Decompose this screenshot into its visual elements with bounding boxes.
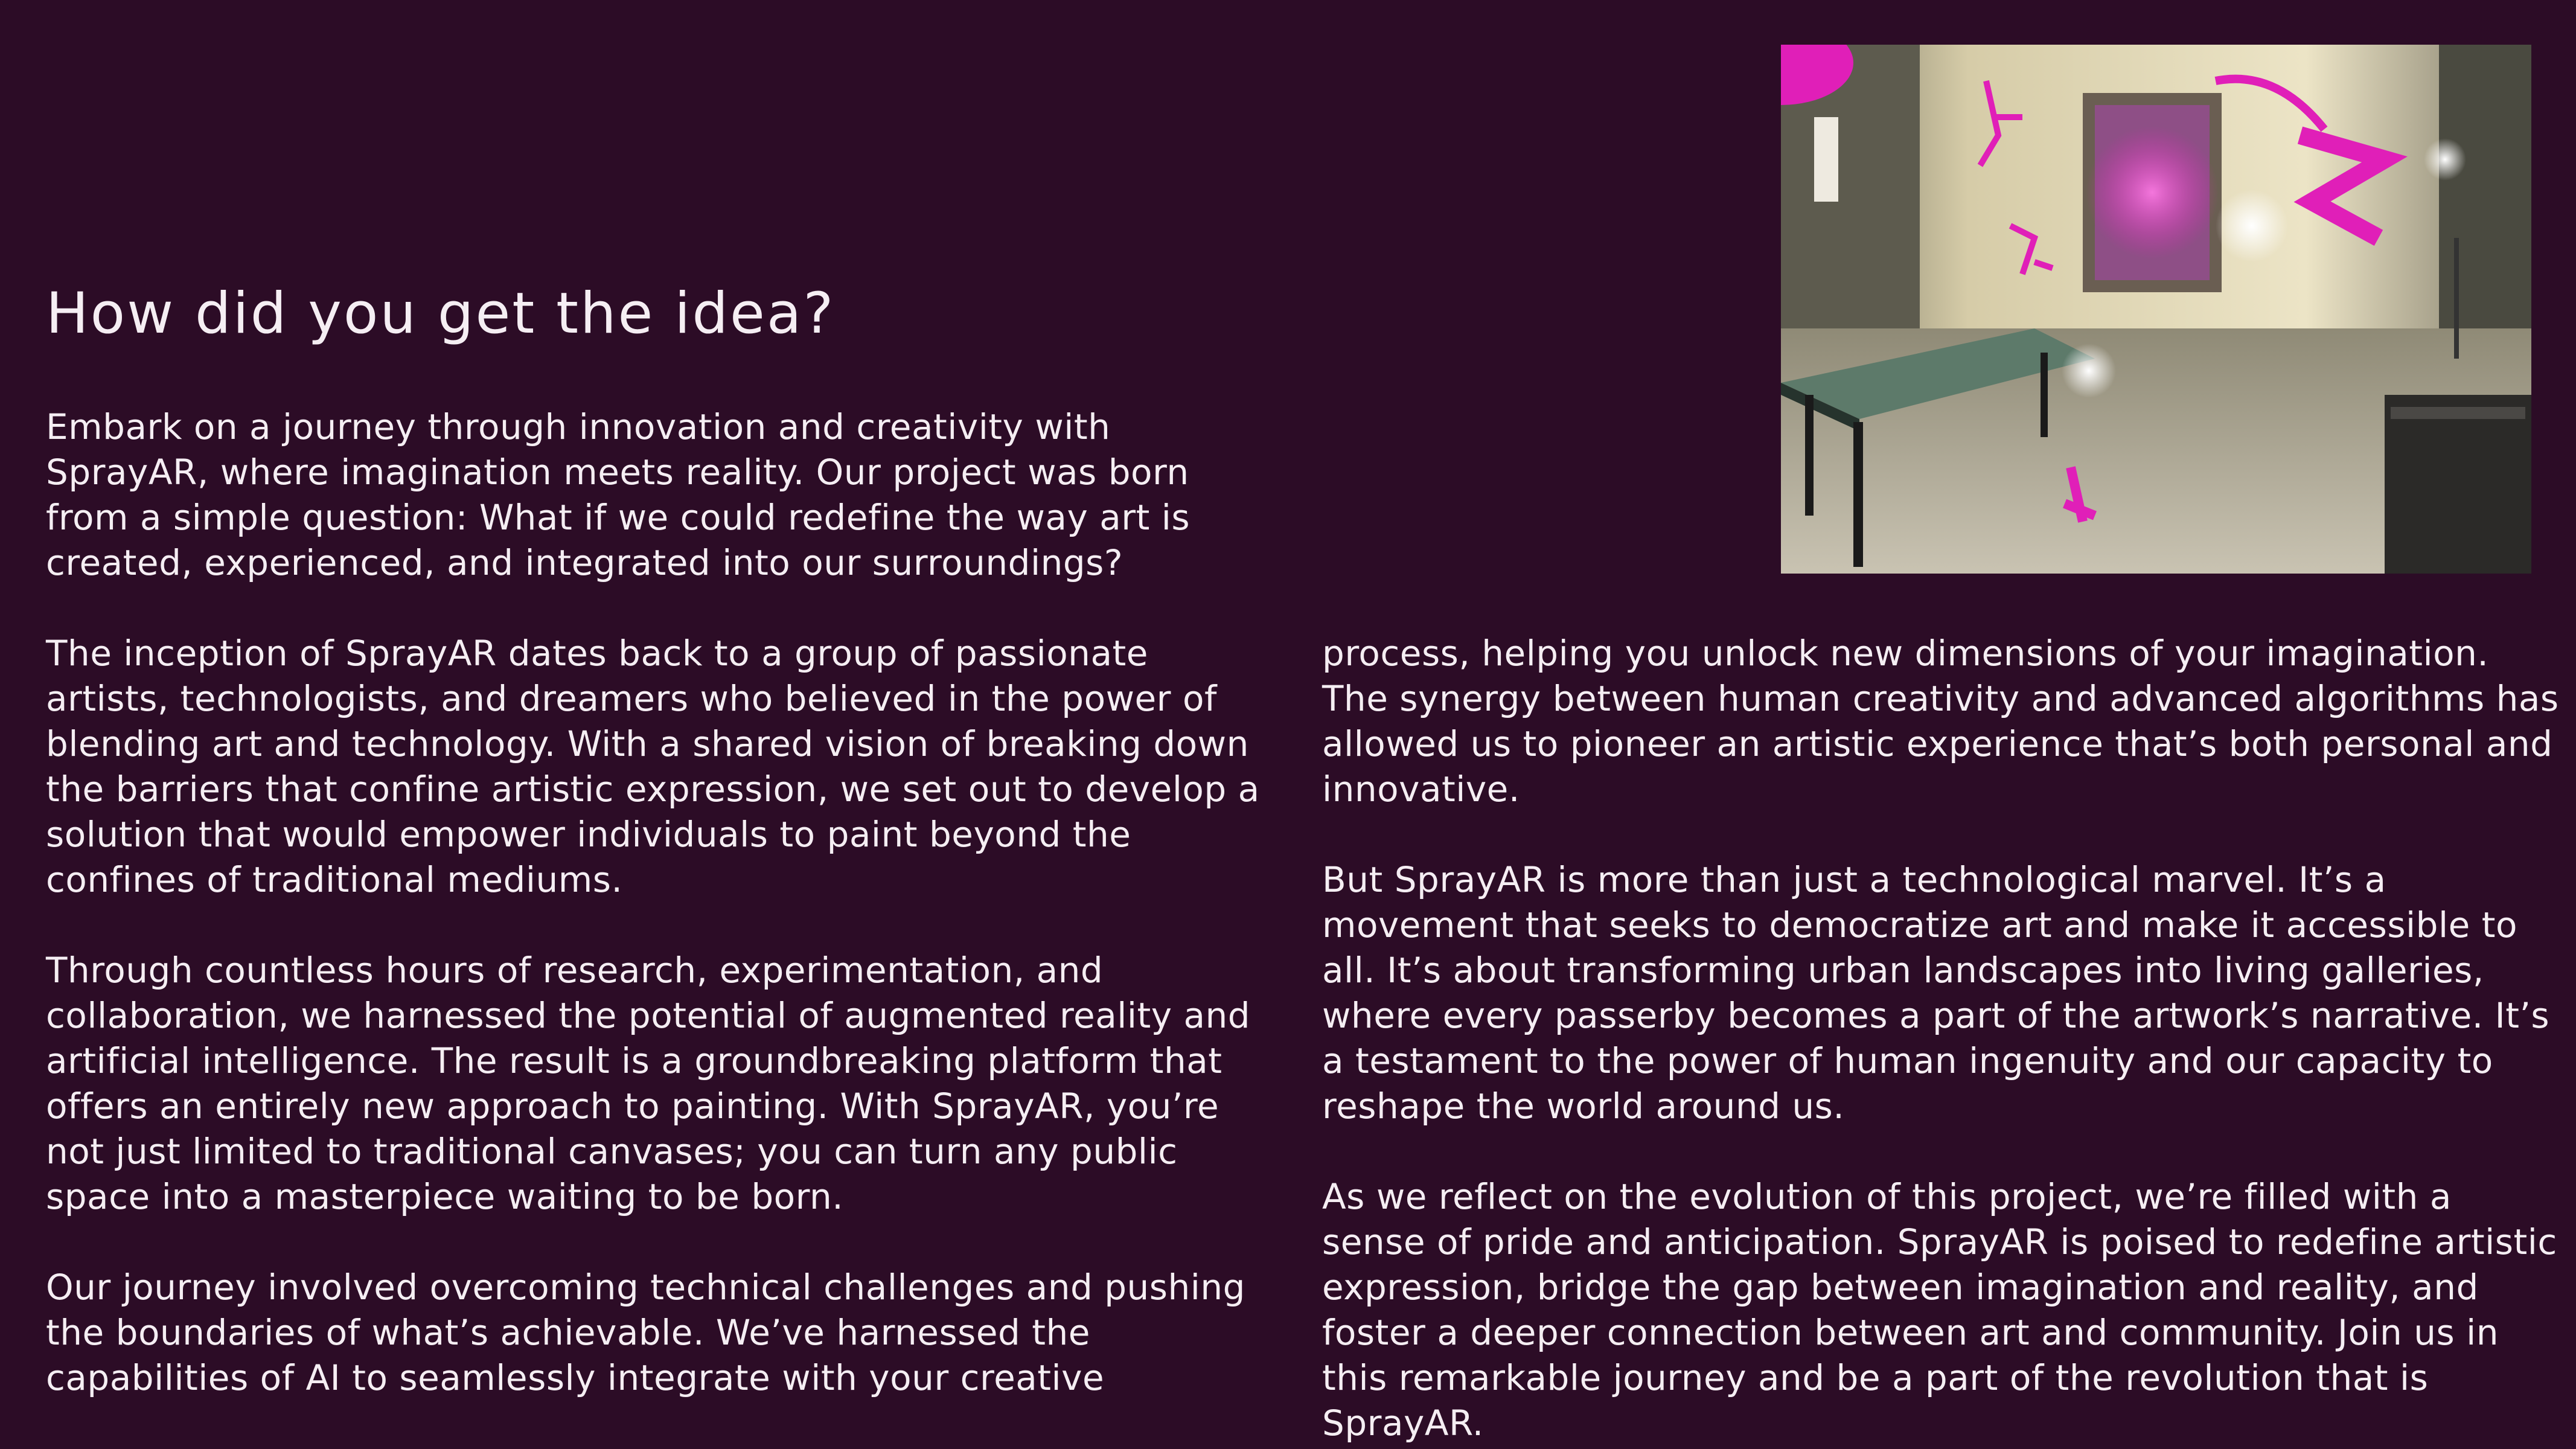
text-column-left bbox=[46, 405, 1277, 1401]
paragraph: Embark on a journey through innovation and creativity with SprayAR, where imagination meets reality. Our project was born from a simple question: What if we could redefine the way art is created, experienced, and integrated into our surroundings? bbox=[46, 406, 1191, 583]
photo-icon bbox=[1781, 45, 2531, 574]
paragraph: But SprayAR is more than just a technological marvel. It’s a movement that seeks to democratize art and make it accessible to all. It’s about transforming urban landscapes into living galleries, where every passerby becomes a part of the artwork’s narrative. It’s a testament to the power of human ingenuity and our capacity to reshape the world around us. bbox=[1322, 859, 2550, 1127]
paragraph: Our journey involved overcoming technical challenges and pushing the boundaries of what’s achievable. We’ve harnessed the capabilities of AI to seamlessly integrate with your creative bbox=[46, 1267, 1245, 1398]
paragraph: process, helping you unlock new dimensions of your imagination. The synergy between human creativity and advanced algorithms has allowed us to pioneer an artistic experience that’s both personal and innovative. bbox=[1322, 633, 2559, 810]
ar-spray-painting-photo bbox=[1781, 45, 2531, 574]
text-column-right bbox=[1322, 631, 2566, 1446]
paragraph: As we reflect on the evolution of this project, we’re filled with a sense of pride and anticipation. SprayAR is poised to redefine artistic expression, bridge the gap between imagination and reality, and foster a deeper connection between art and community. Join us in this remarkable journey and be a part of the revolution that is SprayAR. bbox=[1322, 1176, 2557, 1444]
paragraph: The inception of SprayAR dates back to a group of passionate artists, technologists, and dreamers who believed in the power of blending art and technology. With a shared vision of breaking down the barriers that confine artistic expression, we set out to develop a solution that would empower individuals to paint beyond the confines of traditional mediums. bbox=[46, 633, 1260, 900]
page-title: How did you get the idea? bbox=[46, 281, 836, 347]
paragraph: Through countless hours of research, experimentation, and collaboration, we harnessed the potential of augmented reality and artificial intelligence. The result is a groundbreaking platform that offers an entirely new approach to painting. With SprayAR, you’re not just limited to traditional canvases; you can turn any public space into a masterpiece waiting to be born. bbox=[46, 950, 1251, 1217]
